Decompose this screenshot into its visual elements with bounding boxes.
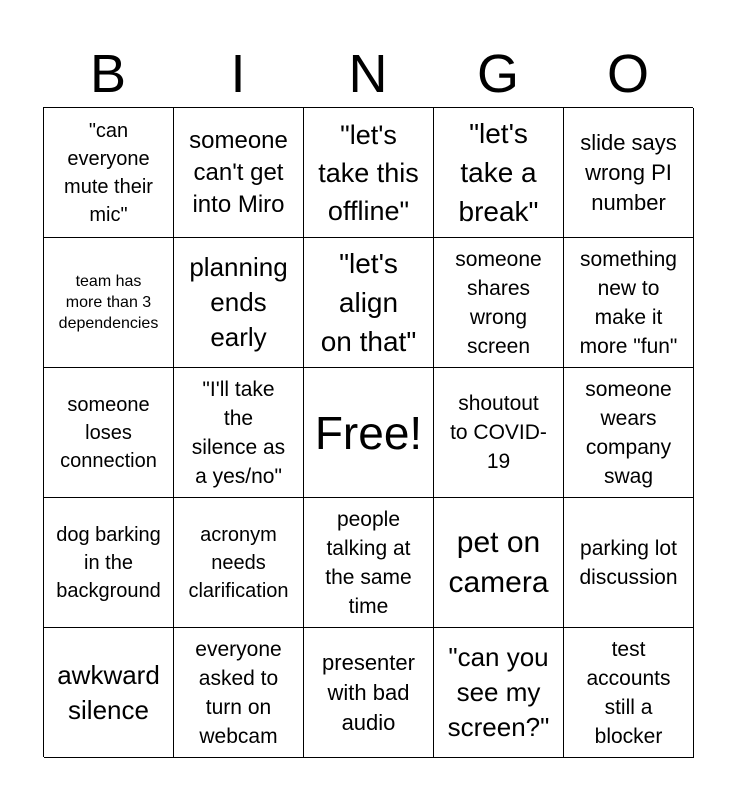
cell-text: dog barking in the background	[56, 523, 161, 602]
header-letter-b: B	[89, 44, 127, 104]
header-letter-g: G	[476, 44, 519, 104]
bingo-cell[interactable]	[174, 628, 304, 758]
cell-text: people talking at the same time	[325, 507, 412, 618]
cell-text: team has more than 3 dependencies	[58, 273, 159, 332]
bingo-cell[interactable]	[174, 108, 304, 238]
bingo-cell[interactable]	[434, 628, 564, 758]
bingo-cell[interactable]	[434, 368, 564, 498]
bingo-cell[interactable]	[434, 238, 564, 368]
cell-text: acronym needs clarification	[188, 523, 289, 602]
bingo-cell[interactable]	[564, 628, 694, 758]
bingo-cell[interactable]	[434, 498, 564, 628]
cell-text: planning ends early	[189, 252, 288, 352]
bingo-cell[interactable]	[44, 498, 174, 628]
header-letter-n: N	[348, 44, 388, 104]
bingo-cell[interactable]	[44, 628, 174, 758]
cell-text: "let's align on that"	[320, 248, 417, 357]
header-letter-o: O	[606, 44, 649, 104]
cell-text: parking lot discussion	[579, 536, 678, 589]
cell-text: slide says wrong PI number	[580, 129, 677, 215]
cell-text: "can you see my screen?"	[447, 642, 550, 742]
cell-text: presenter with bad audio	[322, 649, 415, 735]
cell-text: pet on camera	[448, 525, 549, 599]
bingo-cell[interactable]	[44, 238, 174, 368]
bingo-cell[interactable]	[174, 498, 304, 628]
bingo-cell[interactable]	[174, 368, 304, 498]
cell-text: someone can't get into Miro	[189, 126, 288, 218]
bingo-cell[interactable]	[304, 498, 434, 628]
bingo-grid	[43, 107, 693, 757]
bingo-cell[interactable]	[564, 108, 694, 238]
header-letter-i: I	[230, 44, 246, 104]
cell-text: "let's take this offline"	[318, 119, 419, 226]
cell-text: test accounts still a blocker	[586, 637, 671, 748]
cell-text: "I'll take the silence as a yes/no"	[191, 377, 286, 488]
bingo-cell[interactable]	[564, 238, 694, 368]
bingo-cell[interactable]	[304, 628, 434, 758]
cell-text: something new to make it more "fun"	[579, 247, 678, 358]
bingo-cell[interactable]	[304, 108, 434, 238]
bingo-cell[interactable]	[304, 238, 434, 368]
bingo-cell[interactable]	[44, 108, 174, 238]
bingo-header	[43, 40, 693, 108]
cell-text: "can everyone mute their mic"	[64, 119, 153, 226]
cell-text: awkward silence	[57, 659, 160, 725]
cell-text: everyone asked to turn on webcam	[195, 637, 282, 748]
bingo-cell[interactable]	[434, 108, 564, 238]
cell-text: someone wears company swag	[585, 377, 672, 488]
cell-text: someone loses connection	[60, 393, 157, 472]
cell-text: shoutout to COVID- 19	[450, 392, 547, 473]
bingo-cell[interactable]	[564, 498, 694, 628]
free-space[interactable]	[304, 368, 434, 498]
cell-text: "let's take a break"	[458, 118, 539, 227]
cell-text: someone shares wrong screen	[455, 247, 542, 358]
bingo-cell[interactable]	[564, 368, 694, 498]
bingo-cell[interactable]	[44, 368, 174, 498]
free-space-label: Free!	[314, 406, 423, 459]
bingo-cell[interactable]	[174, 238, 304, 368]
